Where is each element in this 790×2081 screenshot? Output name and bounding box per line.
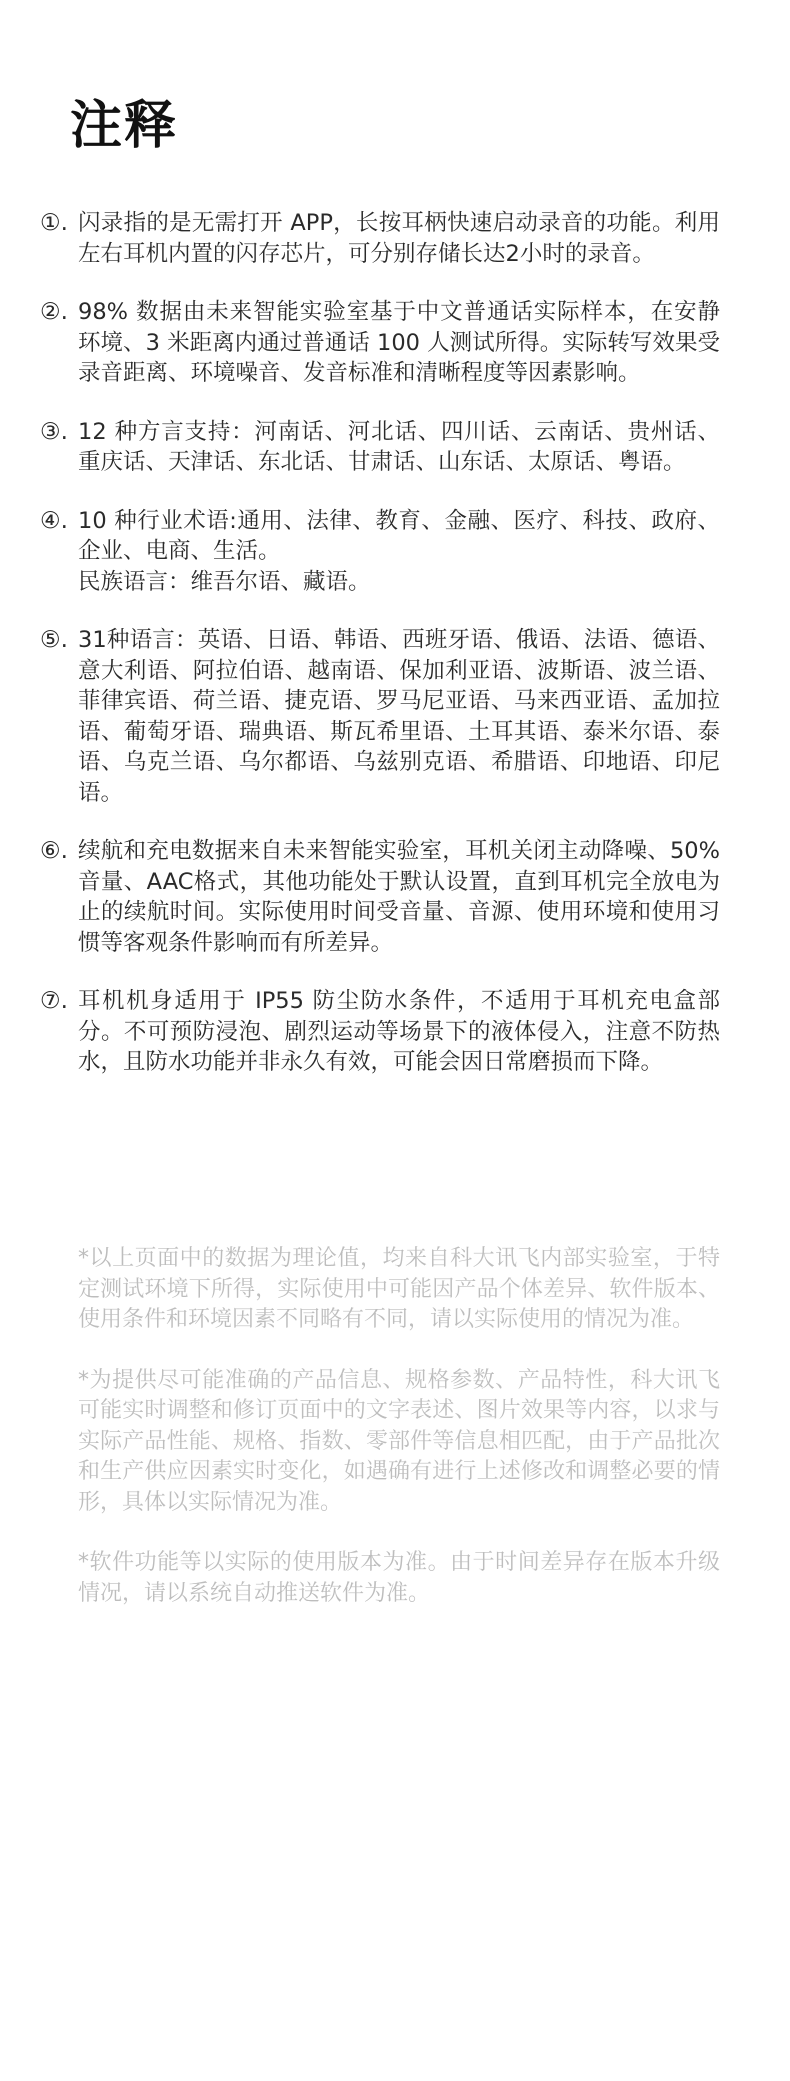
note-text (78, 297, 720, 389)
note-line: 耳机机身适用于 IP55 防尘防水条件，不适用于耳机充电盒部分。不可预防浸泡、剧烈运动等场景下的液体侵入，注意不防热水，且防水功能并非永久有效，可能会因日常磨损而下降。 (78, 988, 720, 1075)
note-item (40, 297, 720, 389)
note-text (78, 986, 720, 1078)
note-number: ②. (40, 299, 68, 325)
note-item (40, 208, 720, 269)
note-line: 98% 数据由未来智能实验室基于中文普通话实际样本，在安静环境、3 米距离内通过普通话 100 人测试所得。实际转写效果受录音距离、环境噪音、发音标准和清晰程度等因素影响。 (78, 299, 720, 386)
disclaimer-text: *以上页面中的数据为理论值，均来自科大讯飞内部实验室，于特定测试环境下所得，实际使用中可能因产品个体差异、软件版本、使用条件和环境因素不同略有不同，请以实际使用的情况为准。 (78, 1246, 720, 1332)
note-number: ⑦. (40, 988, 68, 1014)
note-text (78, 836, 720, 958)
note-item (40, 625, 720, 808)
notes-list (40, 208, 720, 1106)
note-item (40, 417, 720, 478)
note-item (40, 986, 720, 1078)
disclaimer-text: *为提供尽可能准确的产品信息、规格参数、产品特性，科大讯飞可能实时调整和修订页面中的文字表述、图片效果等内容，以求与实际产品性能、规格、指数、零部件等信息相匹配，由于产品批次和生产供应因素实时变化，如遇确有进行上述修改和调整必要的情形，具体以实际情况为准。 (78, 1367, 720, 1515)
note-number: ⑤. (40, 627, 68, 653)
note-line: 续航和充电数据来自未来智能实验室，耳机关闭主动降噪、50% 音量、AAC格式，其他功能处于默认设置，直到耳机完全放电为止的续航时间。实际使用时间受音量、音源、使用环境和使用习惯等客观条件影响而有所差异。 (78, 838, 720, 956)
disclaimer-text: *软件功能等以实际的使用版本为准。由于时间差异存在版本升级情况，请以系统自动推送软件为准。 (78, 1550, 720, 1606)
note-line: 闪录指的是无需打开 APP，长按耳柄快速启动录音的功能。利用左右耳机内置的闪存芯片，可分别存储长达2小时的录音。 (78, 210, 720, 267)
note-number: ③. (40, 418, 68, 445)
note-line: 31种语言：英语、日语、韩语、西班牙语、俄语、法语、德语、意大利语、阿拉伯语、越南语、保加利亚语、波斯语、波兰语、菲律宾语、荷兰语、捷克语、罗马尼亚语、马来西亚语、孟加拉语、葡萄牙语、瑞典语、斯瓦希里语、土耳其语、泰米尔语、泰语、乌克兰语、乌尔都语、乌兹别克语、希腊语、印地语、印尼语。 (78, 627, 720, 806)
note-line: 民族语言：维吾尔语、藏语。 (78, 568, 371, 595)
note-line: 12 种方言支持：河南话、河北话、四川话、云南话、贵州话、重庆话、天津话、东北话、甘肃话、山东话、太原话、粤语。 (78, 418, 720, 475)
note-number: ⑥. (40, 838, 68, 864)
page-title: 注释 (70, 96, 179, 156)
note-text (78, 506, 720, 598)
note-number: ④. (40, 507, 68, 534)
note-number: ①. (40, 210, 68, 236)
note-line: 10 种行业术语:通用、法律、教育、金融、医疗、科技、政府、企业、电商、生活。 (78, 507, 720, 564)
note-text (78, 625, 720, 808)
note-item (40, 506, 720, 598)
note-item (40, 836, 720, 958)
disclaimer-section (78, 1244, 720, 1639)
note-text (78, 417, 720, 478)
note-text (78, 208, 720, 269)
